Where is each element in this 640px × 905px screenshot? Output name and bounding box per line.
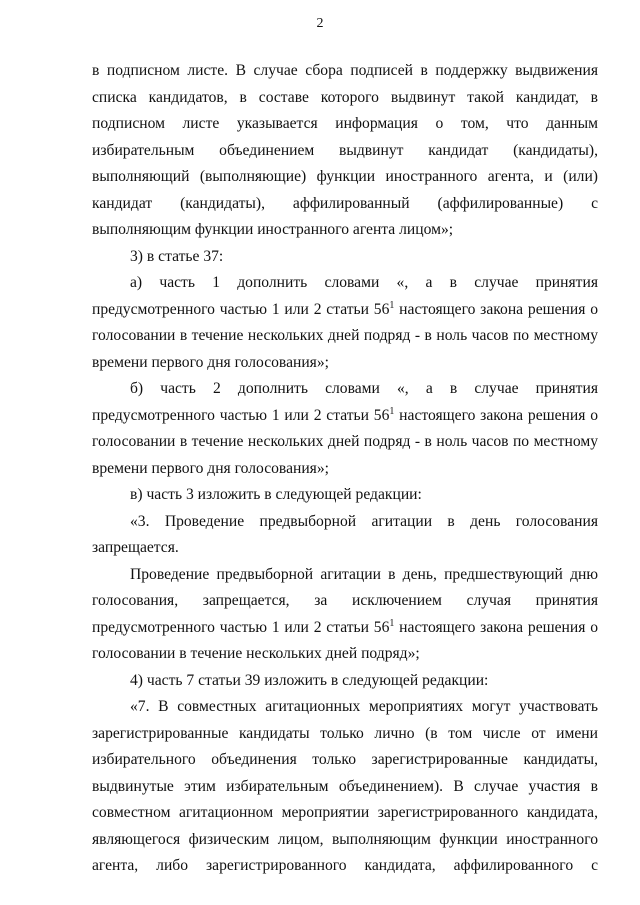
- paragraph-text: настоящего закона решения о голосовании в течение нескольких дней подряд»;: [92, 618, 599, 662]
- superscript: 1: [389, 299, 395, 311]
- paragraph-text: б) часть 2 дополнить словами «, а в случае принятия предусмотренного частью 1 или 2 статьи 56: [92, 380, 598, 424]
- superscript: 1: [389, 405, 395, 417]
- paragraph-text: настоящего закона решения о голосовании в течение нескольких дней подряд - в ноль часов по местному времени первого дня голосования»;: [92, 300, 599, 371]
- paragraph-agitation: [92, 562, 598, 668]
- paragraph-quote-7: «7. В совместных агитационных мероприятиях могут участвовать зарегистрированные кандидаты только лично (в том числе от имени избирательного объединения только зарегистрированные кандидаты, выдвинутые этим избирательным объединением). В случае участия в совместном агитационном мероприятии зарегистрированного кандидата, являющегося физическим лицом, выполняющим функции иностранного агента, либо зарегистрированного кандидата, аффилированного с: [92, 698, 598, 874]
- superscript: 1: [389, 617, 395, 629]
- document-body: [92, 58, 598, 880]
- paragraph-item-3: 3) в статье 37:: [130, 247, 224, 265]
- paragraph-item-3c: в) часть 3 изложить в следующей редакции:: [130, 486, 422, 503]
- paragraph-continuation: в подписном листе. В случае сбора подписей в поддержку выдвижения списка кандидатов, в составе которого выдвинут такой кандидат, в подписном листе указывается информация о том, что данным избирательным объединением выдвинут кандидат (кандидаты), выполняющий (выполняющие) функции иностранного агента, и (или) кандидат (кандидаты), аффилированный (аффилированные) с выполняющим функции иностранного агента лицом»;: [92, 62, 598, 238]
- paragraph-item-3b: [92, 376, 598, 482]
- paragraph-item-4: 4) часть 7 статьи 39 изложить в следующей редакции:: [130, 671, 489, 689]
- paragraph-text: Проведение предвыборной агитации в день, предшествующий дню голосования, запрещается, за исключением случая принятия предусмотренного частью 1 или 2 статьи 56: [92, 565, 598, 636]
- paragraph-quote-3: «3. Проведение предвыборной агитации в день голосования запрещается.: [92, 512, 598, 556]
- paragraph-item-3a: [92, 270, 598, 376]
- page-number: 2: [316, 16, 324, 31]
- paragraph-text: настоящего закона решения о голосовании в течение нескольких дней подряд - в ноль часов по местному времени первого дня голосования»;: [92, 406, 599, 477]
- paragraph-text: а) часть 1 дополнить словами «, а в случае принятия предусмотренного частью 1 или 2 статьи 56: [92, 274, 598, 318]
